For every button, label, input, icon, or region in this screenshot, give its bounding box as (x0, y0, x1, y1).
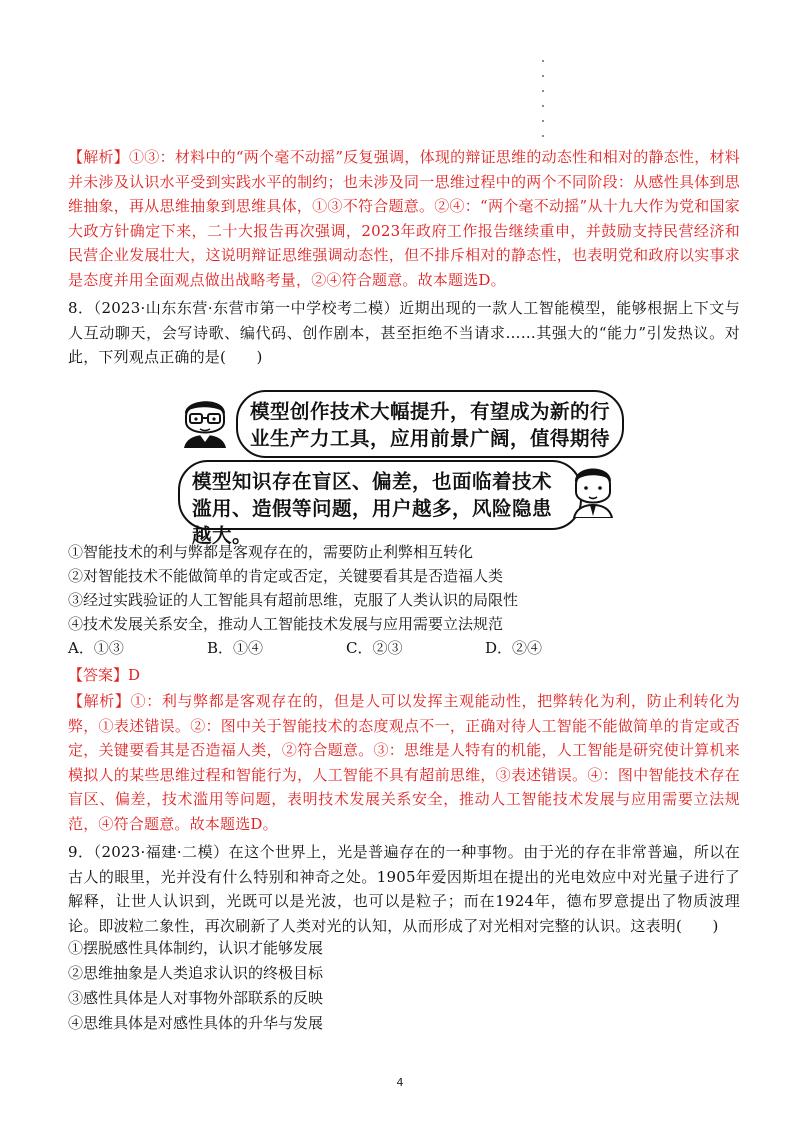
q8-item-2: ②对智能技术不能做简单的肯定或否定，关键要看其是否造福人类 (68, 567, 504, 585)
page-number: 4 (396, 1076, 404, 1089)
decorative-dots (540, 60, 548, 150)
analysis-tag: 【解析】 (68, 692, 131, 710)
previous-analysis (68, 145, 740, 292)
q9-item-3: ③感性具体是人对事物外部联系的反映 (68, 989, 324, 1007)
analysis-text: ①③：材料中的“两个毫不动摇”反复强调，体现的辩证思维的动态性和相对的静态性，材料并未涉及认识水平受到实践水平的制约；也未涉及同一思维过程中的两个不同阶段：从感性具体到思维抽象，再从思维抽象到思维具体，①③不符合题意。②④：“两个毫不动摇”从十九大作为党和国家大政方针确定下来，二十大报告再次强调，2023年政府工作报告继续重申，并鼓励支持民营经济和民营企业发展壮大，这说明辩证思维强调动态性，但不排斥相对的静态性，也表明党和政府以实事求是态度并用全面观点做出战略考量，②④符合题意。故本题选D。 (68, 148, 740, 289)
question-9-stem: 9．（2023·福建·二模）在这个世界上，光是普遍存在的一种事物。由于光的存在非常普遍，所以在古人的眼里，光并没有什么特别和神奇之处。1905年爱因斯坦在提出的光电效应中对光量子进行了解释，让世人认识到，光既可以是光波，也可以是粒子；而在1924年，德布罗意提出了物质波理论。即波粒二象性，再次刷新了人类对光的认知，从而形成了对光相对完整的认识。这表明( ) (68, 843, 740, 935)
q8-item-3: ③经过实践验证的人工智能具有超前思维，克服了人类认识的局限性 (68, 591, 519, 609)
speech-bubble-top: 模型创作技术大幅提升，有望成为新的行业生产力工具，应用前景广阔，值得期待 (236, 390, 624, 458)
option-d: D．②④ (485, 639, 543, 657)
analysis-tag: 【解析】 (68, 148, 130, 166)
q8-options (68, 637, 668, 659)
q8-item-4: ④技术发展关系安全，推动人工智能技术发展与应用需要立法规范 (68, 615, 504, 633)
person-icon (566, 460, 620, 518)
analysis-text: ①：利与弊都是客观存在的，但是人可以发挥主观能动性，把弊转化为利，防止利转化为弊，①表述错误。②：图中关于智能技术的态度观点不一，正确对待人工智能不能做简单的肯定或否定，关键要看其是否造福人类，②符合题意。③：思维是人特有的机能，人工智能是研究使计算机来模拟人的某些思维过程和智能行为，人工智能不具有超前思维，③表述错误。④：图中智能技术存在盲区、偏差，技术滥用等问题，表明技术发展关系安全，推动人工智能技术发展与应用需要立法规范，④符合题意。故本题选D。 (68, 692, 740, 833)
question-8-stem: 8．（2023·山东东营·东营市第一中学校考二模）近期出现的一款人工智能模型，能够根据上下文与人互动聊天，会写诗歌、编代码、创作剧本，甚至拒绝不当请求……其强大的“能力”引发热议。对此，下列观点正确的是( ) (68, 299, 740, 366)
option-c: C．②③ (346, 639, 403, 657)
speech-bubble-bottom: 模型知识存在盲区、偏差，也面临着技术滥用、造假等问题，用户越多，风险隐患越大。 (178, 460, 582, 530)
q9-item-1: ①摆脱感性具体制约，认识才能够发展 (68, 939, 324, 957)
q8-item-1: ①智能技术的利与弊都是客观存在的，需要防止利弊相互转化 (68, 543, 474, 561)
answer-value: D (128, 666, 141, 684)
glasses-person-icon (178, 392, 232, 448)
answer-tag: 【答案】 (68, 666, 129, 684)
option-b: B．①④ (207, 639, 264, 657)
q9-item-4: ④思维具体是对感性具体的升华与发展 (68, 1014, 324, 1032)
q9-item-2: ②思维抽象是人类追求认识的终极目标 (68, 964, 324, 982)
option-a: A．①③ (68, 639, 124, 657)
q8-analysis (68, 689, 740, 836)
q8-answer (68, 664, 140, 686)
ai-opinion-illustration (178, 390, 620, 547)
